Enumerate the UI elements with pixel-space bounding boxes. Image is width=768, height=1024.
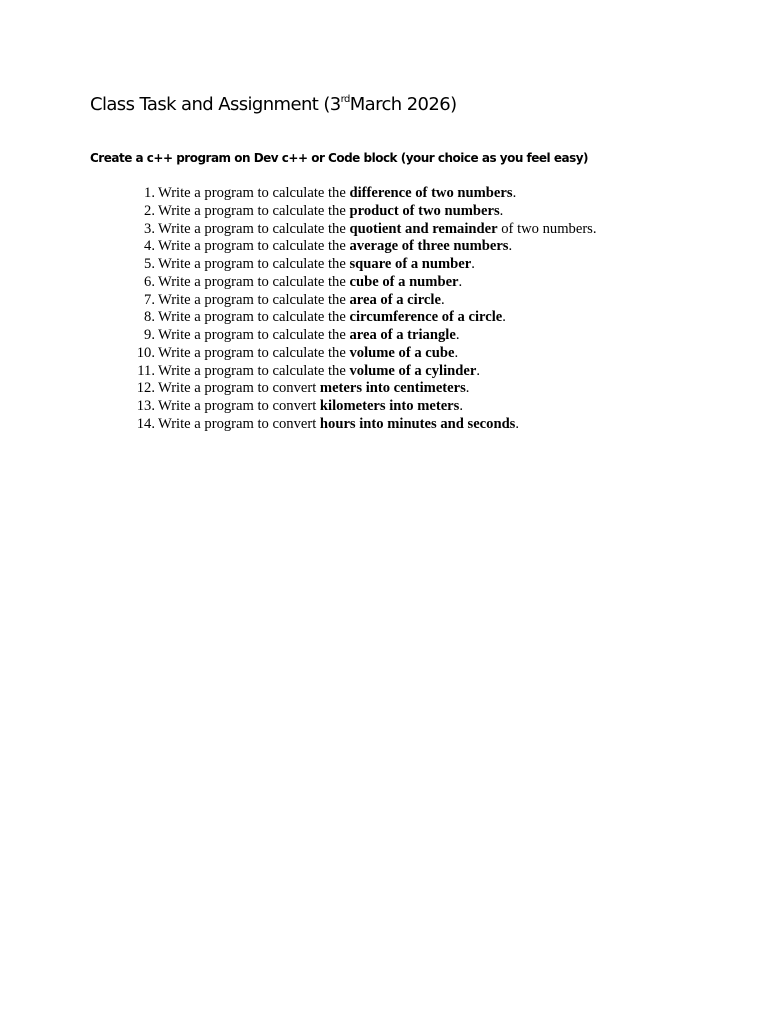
task-lead-text: Write a program to calculate the	[158, 327, 350, 343]
task-lead-text: Write a program to calculate the	[158, 238, 350, 255]
task-emphasis-text: product of two numbers	[349, 202, 500, 219]
list-item	[126, 416, 597, 434]
task-tail-text: .	[512, 185, 517, 201]
task-tail-text: .	[476, 362, 481, 379]
task-emphasis-text: area of a circle	[349, 291, 441, 308]
task-number: 2.	[144, 202, 155, 219]
task-number: 1.	[144, 185, 155, 201]
task-list	[126, 185, 597, 434]
task-emphasis-text: average of three numbers	[349, 238, 509, 255]
task-tail-text: .	[465, 380, 470, 397]
task-text	[158, 185, 516, 203]
task-number: 13.	[136, 398, 155, 414]
task-tail-text: .	[508, 238, 513, 255]
task-number: 10.	[136, 344, 155, 361]
list-item	[126, 185, 597, 203]
task-emphasis-text: circumference of a circle	[349, 309, 503, 326]
task-text	[158, 398, 463, 416]
task-lead-text: Write a program to calculate the	[158, 202, 350, 219]
list-item	[126, 345, 597, 363]
list-item	[126, 274, 597, 292]
task-tail-text: .	[471, 256, 475, 272]
task-lead-text: Write a program to calculate the	[158, 256, 350, 272]
task-text	[158, 345, 458, 363]
task-emphasis-text: quotient and remainder	[349, 220, 498, 237]
task-lead-text: Write a program to calculate the	[158, 185, 350, 201]
task-emphasis-text: kilometers into meters	[319, 398, 460, 414]
page-title	[90, 92, 457, 118]
task-text	[158, 416, 519, 434]
task-tail-text: .	[459, 398, 463, 414]
task-number: 9.	[144, 327, 155, 343]
task-lead-text: Write a program to convert	[158, 415, 320, 432]
task-number: 11.	[137, 362, 155, 379]
task-emphasis-text: difference of two numbers	[349, 185, 513, 201]
list-item	[126, 327, 597, 345]
task-number: 4.	[144, 238, 155, 255]
task-lead-text: Write a program to calculate the	[158, 344, 350, 361]
task-text	[158, 327, 459, 345]
task-number: 6.	[144, 273, 155, 290]
task-text	[158, 309, 506, 327]
task-tail-text: .	[440, 291, 445, 308]
task-emphasis-text: meters into centimeters	[319, 380, 466, 397]
task-lead-text: Write a program to calculate the	[158, 362, 350, 379]
task-number: 12.	[136, 380, 155, 397]
task-lead-text: Write a program to convert	[158, 380, 320, 397]
list-item	[126, 380, 597, 398]
task-tail-text: .	[454, 344, 459, 361]
list-item	[126, 309, 597, 327]
task-emphasis-text: hours into minutes and seconds	[319, 415, 516, 432]
task-text	[158, 238, 512, 256]
task-tail-text: .	[458, 273, 463, 290]
task-text	[158, 256, 475, 274]
task-tail-text: .	[515, 415, 520, 432]
task-number: 3.	[144, 220, 155, 237]
title-prefix: Class Task and Assignment (3	[90, 94, 341, 115]
title-superscript: rd	[340, 94, 350, 105]
task-number: 7.	[144, 291, 155, 308]
task-lead-text: Write a program to calculate the	[158, 309, 350, 326]
task-lead-text: Write a program to calculate the	[158, 291, 350, 308]
task-emphasis-text: volume of a cylinder	[349, 362, 477, 379]
task-emphasis-text: area of a triangle	[349, 327, 456, 343]
task-emphasis-text: volume of a cube	[349, 344, 455, 361]
task-lead-text: Write a program to calculate the	[158, 220, 350, 237]
title-suffix: March 2026)	[349, 94, 457, 115]
list-item	[126, 292, 597, 310]
instructions-text: Create a c++ program on Dev c++ or Code block (your choice as you feel easy)	[90, 151, 589, 165]
task-tail-text: of two numbers.	[497, 220, 597, 237]
task-text	[158, 274, 462, 292]
task-tail-text: .	[502, 309, 506, 326]
task-number: 8.	[144, 309, 155, 326]
list-item	[126, 221, 597, 239]
task-emphasis-text: square of a number	[349, 256, 472, 272]
task-number: 5.	[144, 256, 155, 272]
list-item	[126, 256, 597, 274]
task-text	[158, 203, 503, 221]
list-item	[126, 203, 597, 221]
task-text	[158, 221, 597, 239]
list-item	[126, 363, 597, 381]
task-lead-text: Write a program to calculate the	[158, 273, 350, 290]
task-text	[158, 292, 445, 310]
list-item	[126, 398, 597, 416]
task-tail-text: .	[499, 202, 504, 219]
task-text	[158, 363, 480, 381]
task-lead-text: Write a program to convert	[158, 398, 320, 414]
task-text	[158, 380, 469, 398]
task-tail-text: .	[455, 327, 460, 343]
task-number: 14.	[136, 415, 155, 432]
list-item	[126, 238, 597, 256]
task-emphasis-text: cube of a number	[349, 273, 459, 290]
